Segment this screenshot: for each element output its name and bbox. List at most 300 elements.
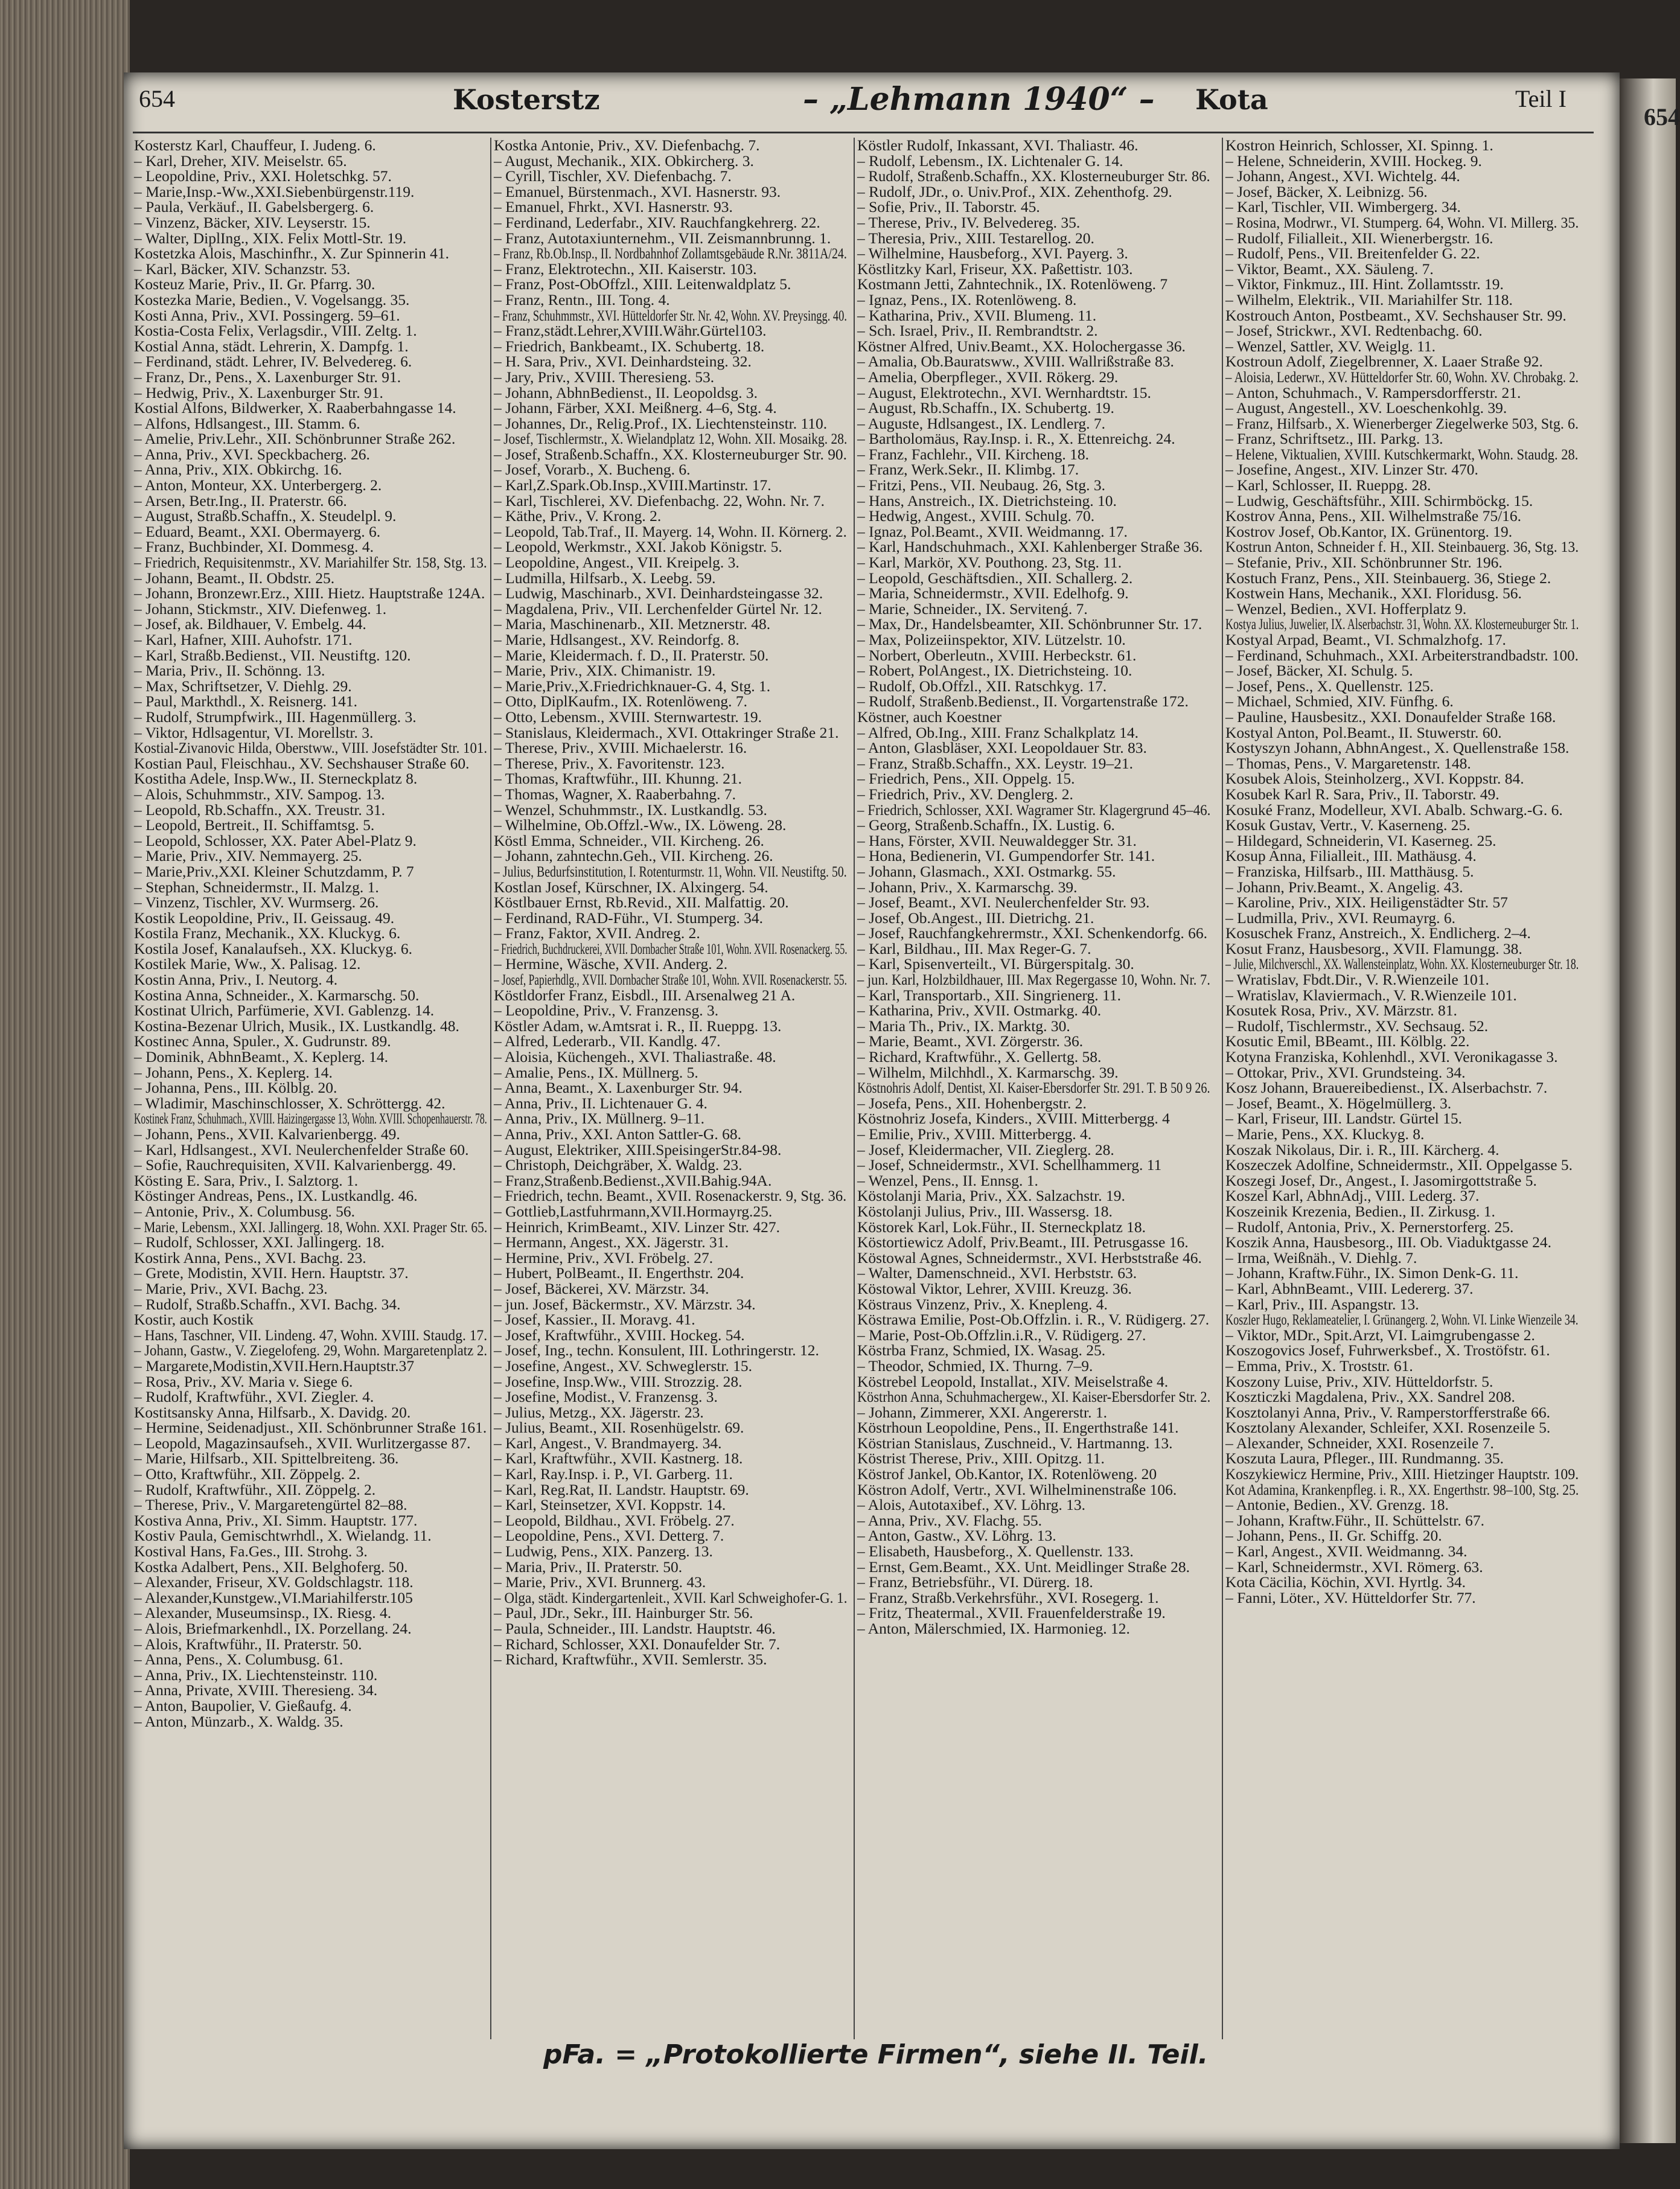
directory-entry: – Bartholomäus, Ray.Insp. i. R., X. Ettenreichg. 24. (857, 430, 1175, 448)
directory-entry: – Anna, Priv., XV. Flachg. 55. (857, 1511, 1042, 1529)
directory-entry: Köstler Rudolf, Inkassant, XVI. Thaliastr. 46. (857, 136, 1139, 154)
directory-entry: – Friedrich, techn. Beamt., XVII. Rosenackerstr. 9, Stg. 36. (494, 1187, 847, 1205)
directory-entry: – Hedwig, Priv., X. Laxenburger Str. 91. (134, 383, 383, 401)
directory-entry: – Eduard, Beamt., XXI. Obermayerg. 6. (134, 522, 381, 540)
directory-entry: – Wenzel, Bedien., XVI. Hofferplatz 9. (1225, 599, 1467, 618)
directory-entry: – Hona, Bedienerin, VI. Gumpendorfer Str. 141. (857, 847, 1155, 865)
directory-entry: – Richard, Kraftwführ., X. Gellertg. 58. (857, 1048, 1102, 1066)
directory-entry: Köstrhon Anna, Schuhmachergew., XI. Kaiser-Ebersdorfer Str. 2. (857, 1388, 1211, 1406)
directory-entry: – Wratislav, Fbdt.Dir., V. R.Wienzeile 101. (1225, 971, 1489, 989)
directory-entry: – Karl, Tischlerei, XV. Diefenbachg. 22, Wohn. Nr. 7. (494, 491, 825, 510)
directory-entry: Kosuk Gustav, Vertr., V. Kaserneng. 25. (1225, 816, 1471, 834)
directory-entry: – Karl, Angest., V. Brandmayerg. 34. (494, 1434, 722, 1452)
directory-entry: – Pauline, Hausbesitz., XXI. Donaufelder Straße 168. (1225, 708, 1556, 726)
directory-entry: – Franz, Dr., Pens., X. Laxenburger Str. 91. (134, 368, 401, 386)
directory-entry: – Anna, Beamt., X. Laxenburger Str. 94. (494, 1079, 743, 1097)
directory-entry: – Ludmilla, Hilfsarb., X. Leebg. 59. (494, 569, 716, 587)
header-rule (133, 132, 1594, 133)
directory-entry: – Friedrich, Pens., XII. Oppelg. 15. (857, 770, 1075, 788)
directory-entry: – Johann, zahntechn.Geh., VII. Kircheng. 26. (494, 847, 773, 865)
directory-entry: – Leopold, Geschäftsdien., XII. Schallerg. 2. (857, 569, 1133, 587)
column-divider (854, 138, 855, 2039)
directory-entry: – Hubert, PolBeamt., II. Engerthstr. 204. (494, 1264, 744, 1282)
directory-entry: – Karl, Tischler, VII. Wimbergerg. 34. (1225, 198, 1461, 216)
directory-entry: – Rudolf, JDr., o. Univ.Prof., XIX. Zehenthofg. 29. (857, 182, 1172, 200)
last-entry-word: Kota (1195, 83, 1268, 116)
directory-entry: – Thomas, Pens., V. Margaretenstr. 148. (1225, 754, 1471, 772)
directory-entry: – Emma, Priv., X. Troststr. 61. (1225, 1357, 1413, 1375)
directory-entry: Koszeczek Adolfine, Schneidermstr., XII. Oppelgasse 5. (1225, 1156, 1573, 1174)
directory-entry: – Therese, Priv., XVIII. Michaelerstr. 16. (494, 739, 747, 757)
directory-entry: – Therese, Priv., X. Favoritenstr. 123. (494, 754, 725, 772)
directory-entry: – Stanislaus, Kleidermach., XVI. Ottakringer Straße 21. (494, 723, 839, 741)
directory-entry: Kostka Adalbert, Pens., XII. Belghoferg. 50. (134, 1558, 408, 1576)
book-page-edges (0, 0, 130, 2189)
directory-entry: – Josef, Ob.Angest., III. Dietrichg. 21. (857, 909, 1094, 927)
directory-entry: – Johann, Zimmerer, XXI. Angererstr. 1. (857, 1403, 1107, 1421)
directory-entry: Kostiva Anna, Priv., XI. Simm. Hauptstr. 177. (134, 1511, 418, 1529)
directory-entry: – Wilhelm, Elektrik., VII. Mariahilfer Str. 118. (1225, 290, 1513, 308)
directory-entry: Koszticzki Magdalena, Priv., XX. Sandrel 208. (1225, 1388, 1515, 1406)
directory-entry: – Josef, Pens., X. Quellenstr. 125. (1225, 677, 1434, 695)
directory-entry: Kostezka Marie, Bedien., V. Vogelsangg. 35. (134, 290, 410, 308)
directory-entry: Kostina-Bezenar Ulrich, Musik., IX. Lustkandlg. 48. (134, 1017, 459, 1035)
directory-entry: Köstl Emma, Schneider., VII. Kircheng. 26. (494, 831, 764, 849)
directory-entry: Kosterstz Karl, Chauffeur, I. Judeng. 6. (134, 136, 376, 154)
directory-entry: – Leopoldine, Priv., XXI. Holetschkg. 57. (134, 167, 392, 185)
directory-entry: – Walter, DiplIng., XIX. Felix Mottl-Str. 19. (134, 229, 407, 247)
directory-entry: – Paula, Verkäuf., II. Gabelsbergerg. 6. (134, 198, 374, 216)
directory-entry: – Karl, Hdlsangest., XVI. Neulerchenfelder Straße 60. (134, 1140, 469, 1158)
directory-entry: Kostitsansky Anna, Hilfsarb., X. Davidg. 20. (134, 1403, 411, 1421)
directory-entry: – Hermine, Priv., XVI. Fröbelg. 27. (494, 1248, 714, 1267)
directory-entry: – Katharina, Priv., XVII. Ostmarkg. 40. (857, 1002, 1102, 1020)
directory-entry: – Josefine, Angest., XIV. Linzer Str. 470. (1225, 461, 1478, 479)
directory-entry: – Maria Th., Priv., IX. Marktg. 30. (857, 1017, 1070, 1035)
directory-entry: Kostron Heinrich, Schlosser, XI. Spinng. 1. (1225, 136, 1493, 154)
directory-entry: Koszykiewicz Hermine, Priv., XIII. Hietzinger Hauptstr. 109. (1225, 1465, 1579, 1483)
directory-entry: – Karl, Spisenverteilt., VI. Bürgerspitalg. 30. (857, 955, 1134, 973)
directory-entry: – Aloisia, Lederwr., XV. Hütteldorfer Str. 60, Wohn. XV. Chrobakg. 2. (1225, 368, 1579, 386)
directory-entry: – Alois, Schuhmmstr., XIV. Sampog. 13. (134, 785, 385, 803)
directory-entry: – Leopoldine, Priv., V. Franzensg. 3. (494, 1002, 719, 1020)
directory-entry: Köstrawa Emilie, Post-Ob.Offzlin. i. R., V. Rüdigerg. 27. (857, 1311, 1210, 1329)
directory-entry: – Emilie, Priv., XVIII. Mitterbergg. 4. (857, 1125, 1092, 1143)
directory-entry: – Hedwig, Angest., XVIII. Schulg. 70. (857, 507, 1095, 525)
directory-entry: Kostila Franz, Mechanik., XX. Kluckyg. 6. (134, 924, 401, 942)
directory-entry: Kostrov Josef, Ob.Kantor, IX. Grünentorg. 19. (1225, 522, 1513, 540)
publication-title: – „Lehmann 1940“ – (803, 81, 1155, 118)
directory-entry: – Rudolf, Straßb.Schaffn., XVI. Bachg. 34. (134, 1295, 401, 1313)
directory-entry: Köstldorfer Franz, Eisbdl., III. Arsenalweg 21 A. (494, 986, 796, 1004)
directory-entry: – Josefine, Insp.Ww., VIII. Strozzig. 28. (494, 1372, 743, 1390)
directory-entry: – Wratislav, Klaviermach., V. R.Wienzeile 101. (1225, 986, 1517, 1004)
directory-entry: – H. Sara, Priv., XVI. Deinhardsteing. 32. (494, 353, 752, 371)
part-label: Teil I (1515, 85, 1567, 112)
directory-entry: – Sofie, Priv., II. Taborstr. 45. (857, 198, 1040, 216)
directory-entry: – Karl, Reg.Rat, II. Landstr. Hauptstr. 69. (494, 1480, 749, 1498)
directory-entry: – Leopold, Bildhau., XVI. Fröbelg. 27. (494, 1511, 735, 1529)
directory-entry: – Alfred, Lederarb., VII. Kandlg. 47. (494, 1032, 721, 1050)
directory-entry: – Karl, Schneidermstr., XVI. Römerg. 63. (1225, 1558, 1483, 1576)
directory-entry: Kostila Josef, Kanalaufseh., XX. Kluckyg. 6. (134, 939, 413, 957)
directory-entry: – Josef, Bäcker, XI. Schulg. 5. (1225, 662, 1413, 680)
directory-entry: – Leopold, Werkmstr., XXI. Jakob Königstr. 5. (494, 538, 782, 556)
directory-entry: – Hermine, Seidenadjust., XII. Schönbrunner Straße 161. (134, 1419, 487, 1437)
directory-entry: Koszak Nikolaus, Dir. i. R., III. Kärcherg. 4. (1225, 1140, 1500, 1158)
directory-entry: – Thomas, Wagner, X. Raaberbahng. 7. (494, 785, 736, 803)
directory-entry: – Robert, PolAngest., IX. Dietrichsteing. 10. (857, 662, 1132, 680)
directory-entry: – Maria, Priv., II. Praterstr. 50. (494, 1558, 683, 1576)
directory-entry: – Marie, Kleidermach. f. D., II. Praterstr. 50. (494, 646, 769, 664)
directory-entry: – Friedrich, Bankbeamt., IX. Schubertg. 18. (494, 337, 765, 355)
directory-entry: – Dominik, AbhnBeamt., X. Keplerg. 14. (134, 1048, 388, 1066)
directory-entry: Kosutek Rosa, Priv., XV. Märzstr. 81. (1225, 1002, 1457, 1020)
directory-entry: – August, Rb.Schaffn., IX. Schubertg. 19. (857, 399, 1114, 417)
directory-entry: – Magdalena, Priv., VII. Lerchenfelder Gürtel Nr. 12. (494, 599, 822, 618)
directory-entry: Köstrhoun Leopoldine, Pens., II. Engerthstraße 141. (857, 1419, 1179, 1437)
directory-entry: – Anton, Schuhmach., V. Rampersdorfferstr. 21. (1225, 383, 1521, 401)
directory-entry: Köstrebel Leopold, Installat., XIV. Meiselstraße 4. (857, 1372, 1169, 1390)
directory-entry: Kotyna Franziska, Kohlenhdl., XVI. Veronikagasse 3. (1225, 1048, 1558, 1066)
directory-entry: – Therese, Priv., IV. Belvedereg. 35. (857, 213, 1081, 231)
directory-entry: Kostka Antonie, Priv., XV. Diefenbachg. 7. (494, 136, 760, 154)
directory-entry: – Karl, Straßb.Bedienst., VII. Neustiftg. 120. (134, 646, 411, 664)
directory-entry: – Wenzel, Schuhmmstr., IX. Lustkandlg. 53. (494, 801, 767, 819)
directory-entry: – Karl, Priv., III. Aspangstr. 13. (1225, 1295, 1419, 1313)
directory-entry: – Karl, Ray.Insp. i. P., VI. Garberg. 11. (494, 1465, 733, 1483)
directory-entry: – Josef, Ing., techn. Konsulent, III. Lothringerstr. 12. (494, 1341, 819, 1360)
directory-entry: Kostin Anna, Priv., I. Neutorg. 4. (134, 971, 338, 989)
directory-entry: Kostlan Josef, Kürschner, IX. Alxingerg. 54. (494, 878, 768, 896)
directory-entry: – Amelie, Priv.Lehr., XII. Schönbrunner Straße 262. (134, 430, 456, 448)
directory-entry: – Marie, Hdlsangest., XV. Reindorfg. 8. (494, 631, 739, 648)
directory-entry: – Marie, Priv., XIV. Nemmayerg. 25. (134, 847, 362, 865)
directory-entry: – Josef, Kassier., II. Moravg. 41. (494, 1311, 695, 1329)
directory-entry: – Helene, Viktualien, XVIII. Kutschkermarkt, Wohn. Staudg. 28. (1225, 445, 1579, 463)
directory-entry: – Karl, Schlosser, II. Rueppg. 28. (1225, 476, 1431, 494)
directory-entry: Kostir, auch Kostik (134, 1311, 254, 1329)
directory-entry: – Hermann, Angest., XX. Jägerstr. 31. (494, 1233, 729, 1251)
directory-entry: – Johann, Kraftw.Führ., II. Schüttelstr. 67. (1225, 1511, 1484, 1529)
directory-entry: – Anna, Priv., II. Lichtenauer G. 4. (494, 1094, 707, 1112)
next-page-number: 654 (1644, 103, 1680, 130)
directory-entry: – Rudolf, Tischlermstr., XV. Sechsaug. 52. (1225, 1017, 1489, 1035)
directory-entry: – Friedrich, Priv., XV. Denglerg. 2. (857, 785, 1073, 803)
directory-entry: Kostial Anna, städt. Lehrerin, X. Dampfg. 1. (134, 337, 409, 355)
directory-entry: Kosut Franz, Hausbesorg., XVII. Flamungg. 38. (1225, 939, 1522, 957)
directory-entry: – Karl, Handschuhmach., XXI. Kahlenberger Straße 36. (857, 538, 1203, 556)
directory-entry: – Johann, Glasmach., XXI. Ostmarkg. 55. (857, 862, 1116, 880)
directory-entry: – Amelia, Oberpfleger., XVII. Rökerg. 29. (857, 368, 1119, 386)
directory-entry: Kostetzka Alois, Maschinfhr., X. Zur Spinnerin 41. (134, 244, 449, 263)
directory-entry: Köstrist Therese, Priv., XIII. Opitzg. 11. (857, 1449, 1105, 1468)
directory-entry: – Josef, ak. Bildhauer, V. Embelg. 44. (134, 615, 366, 633)
directory-entry: Kosuschek Franz, Anstreich., X. Endlicherg. 2–4. (1225, 924, 1531, 942)
directory-entry: Kota Cäcilia, Köchin, XVI. Hyrtlg. 34. (1225, 1573, 1466, 1591)
directory-entry: – Alfred, Ob.Ing., XIII. Franz Schalkplatz 14. (857, 723, 1139, 741)
directory-entry: – Josefa, Pens., XII. Hohenbergstr. 2. (857, 1094, 1087, 1112)
directory-entry: – Franz,städt.Lehrer,XVIII.Währ.Gürtel103. (494, 322, 767, 340)
directory-entry: – Walter, Damenschneid., XVI. Herbststr. 63. (857, 1264, 1137, 1282)
directory-entry: – Leopoldine, Angest., VII. Kreipelg. 3. (494, 554, 739, 572)
directory-entry: Kosutic Emil, BBeamt., III. Kölblg. 22. (1225, 1032, 1470, 1050)
directory-entry: – Grete, Modistin, XVII. Hern. Hauptstr. 37. (134, 1264, 409, 1282)
directory-entry: – Ludwig, Pens., XIX. Panzerg. 13. (494, 1542, 713, 1561)
directory-entry: – Josef, Kleidermacher, VII. Zieglerg. 28. (857, 1140, 1114, 1158)
directory-column-1 (134, 138, 487, 1949)
directory-entry: – Ludwig, Maschinarb., XVI. Deinhardsteingasse 32. (494, 584, 823, 602)
directory-entry: – Ernst, Gem.Beamt., XX. Unt. Meidlinger Straße 28. (857, 1558, 1190, 1576)
directory-entry: – Karl, Angest., XVII. Weidmanng. 34. (1225, 1542, 1468, 1561)
directory-column-2 (494, 138, 847, 1949)
directory-entry: – Julius, Bedurfsinstitution, I. Rotenturmstr. 11, Wohn. VII. Neustiftg. 50. (494, 862, 847, 880)
directory-entry: – Rudolf, Ob.Offzl., XII. Ratschkyg. 17. (857, 677, 1107, 695)
directory-entry: – Georg, Straßenb.Schaffn., IX. Lustig. 6. (857, 816, 1115, 834)
directory-entry: – Josef, Strickwr., XVI. Redtenbachg. 60. (1225, 322, 1483, 340)
directory-entry: Köstinger Andreas, Pens., IX. Lustkandlg. 46. (134, 1187, 418, 1205)
directory-entry: – Ferdinand, städt. Lehrer, IV. Belvedereg. 6. (134, 353, 412, 371)
directory-entry: – Anna, Priv., IX. Müllnerg. 9–11. (494, 1110, 704, 1128)
directory-entry: – Rosa, Priv., XV. Maria v. Siege 6. (134, 1372, 353, 1390)
directory-entry: Köstowal Agnes, Schneidermstr., XVI. Herbststraße 46. (857, 1248, 1202, 1267)
directory-entry: – Rudolf, Straßenb.Schaffn., XX. Klosterneuburger Str. 86. (857, 167, 1210, 185)
directory-entry: Kostuch Franz, Pens., XII. Steinbauerg. 36, Stiege 2. (1225, 569, 1551, 587)
directory-entry: – Fanni, Löter., XV. Hütteldorfer Str. 77. (1225, 1588, 1476, 1606)
directory-entry: – Hildegard, Schneiderin, VI. Kaserneg. 25. (1225, 831, 1496, 849)
directory-entry: – Arsen, Betr.Ing., II. Praterstr. 66. (134, 491, 347, 510)
directory-entry: – Julie, Milchverschl., XX. Wallensteinplatz, Wohn. XX. Klosterneuburger Str. 18. (1225, 955, 1579, 973)
directory-entry: – Rudolf, Filialleit., XII. Wienerbergstr. 16. (1225, 229, 1493, 247)
directory-entry: – Vinzenz, Tischler, XV. Wurmserg. 26. (134, 893, 379, 912)
directory-entry: – Amalie, Pens., IX. Müllnerg. 5. (494, 1063, 698, 1081)
directory-entry: – Wenzel, Sattler, XV. Weiglg. 11. (1225, 337, 1436, 355)
directory-entry: – Karl, Bäcker, XIV. Schanzstr. 53. (134, 260, 351, 278)
directory-entry: – Paul, JDr., Sekr., III. Hainburger Str. 56. (494, 1604, 753, 1622)
directory-entry: – Franz, Schriftsetz., III. Parkg. 13. (1225, 430, 1443, 448)
directory-entry: – Anton, Monteur, XX. Unterbergerg. 2. (134, 476, 382, 494)
directory-entry: Kostirk Anna, Pens., XVI. Bachg. 23. (134, 1248, 366, 1267)
directory-entry: – Franz, Autotaxiunternehm., VII. Zeismannbrunng. 1. (494, 229, 831, 247)
directory-entry: Kosti Anna, Priv., XVI. Possingerg. 59–61. (134, 306, 400, 324)
directory-entry: Köstolanji Julius, Priv., III. Wassersg. 18. (857, 1202, 1113, 1220)
directory-entry: – Marie, Schneider., IX. Servitenǵ. 7. (857, 599, 1088, 618)
directory-entry: – August, Elektriker, XIII.SpeisingerStr.84-98. (494, 1140, 782, 1158)
directory-entry: – Viktor, MDr., Spit.Arzt, VI. Laimgrubengasse 2. (1225, 1326, 1535, 1344)
directory-entry: – Helene, Schneiderin, XVIII. Hockeg. 9. (1225, 152, 1482, 170)
directory-entry: Kostrouch Anton, Postbeamt., XV. Sechshauser Str. 99. (1225, 306, 1567, 324)
directory-entry: – Marie, Priv., XVI. Brunnerg. 43. (494, 1573, 706, 1591)
directory-entry: – Wilhelmine, Hausbeforg., XVI. Payerg. 3. (857, 244, 1128, 263)
directory-entry: Köstorek Karl, Lok.Führ., II. Sterneckplatz 18. (857, 1218, 1146, 1236)
directory-entry: Köstlbauer Ernst, Rb.Revid., XII. Malfattig. 20. (494, 893, 789, 912)
directory-entry: – Anton, Baupolier, V. Gießaufg. 4. (134, 1696, 352, 1714)
directory-entry: – Katharina, Priv., XVII. Blumeng. 11. (857, 306, 1097, 324)
directory-entry: – Marie, Hilfsarb., XII. Spittelbreiteng. 36. (134, 1449, 399, 1468)
directory-entry: Koszuta Laura, Pfleger., III. Rundmanng. 35. (1225, 1449, 1504, 1468)
directory-entry: – Anna, Priv., XVI. Speckbacherg. 26. (134, 445, 370, 463)
directory-entry: – Alfons, Hdlsangest., III. Stamm. 6. (134, 414, 360, 432)
directory-entry: Köstrba Franz, Schmied, IX. Wasag. 25. (857, 1341, 1106, 1360)
directory-entry: Kostia-Costa Felix, Verlagsdir., VIII. Zeltg. 1. (134, 322, 417, 340)
directory-entry: – jun. Karl, Holzbildhauer, III. Max Regergasse 10, Wohn. Nr. 7. (857, 971, 1210, 989)
directory-entry: – Ferdinand, Lederfabr., XIV. Rauchfangkehrerg. 22. (494, 213, 820, 231)
directory-entry: – Maria, Maschinenarb., XII. Metznerstr. 48. (494, 615, 771, 633)
directory-entry: – Paula, Schneider., III. Landstr. Hauptstr. 46. (494, 1620, 776, 1637)
directory-entry: – Julius, Metzg., XX. Jägerstr. 23. (494, 1403, 704, 1421)
directory-entry: Koszik Anna, Hausbesorg., III. Ob. Viaduktgasse 24. (1225, 1233, 1552, 1251)
directory-entry: Köstrof Jankel, Ob.Kantor, IX. Rotenlöweng. 20 (857, 1465, 1157, 1483)
directory-entry: – Marie,Insp.-Ww.,XXI.Siebenbürgenstr.119. (134, 182, 415, 200)
directory-entry: – Sch. Israel, Priv., II. Rembrandtstr. 2. (857, 322, 1098, 340)
directory-entry: Köstnohriz Josefa, Kinders., XVIII. Mitterbergg. 4 (857, 1110, 1170, 1128)
directory-entry: – Auguste, Hdlsangest., IX. Lendlerg. 7. (857, 414, 1106, 432)
directory-entry: – Vinzenz, Bäcker, XIV. Leyserstr. 15. (134, 213, 371, 231)
directory-entry: Kostrun Anton, Schneider f. H., XII. Steinbauerg. 36, Stg. 13. (1225, 538, 1579, 556)
directory-entry: – Maria, Schneidermstr., XVII. Edelhofg. 9. (857, 584, 1129, 602)
directory-entry: – Käthe, Priv., V. Krong. 2. (494, 507, 662, 525)
directory-entry: – Richard, Kraftwführ., XVII. Semlerstr. 35. (494, 1651, 767, 1669)
directory-entry: – Sofie, Rauchrequisiten, XVII. Kalvarienbergg. 49. (134, 1156, 456, 1174)
directory-entry: – Anton, Glasbläser, XXI. Leopoldauer Str. 83. (857, 739, 1147, 757)
directory-entry: Köstler Adam, w.Amtsrat i. R., II. Rueppg. 13. (494, 1017, 782, 1035)
directory-entry: Koszogovics Josef, Fuhrwerksbef., X. Trostöfstr. 61. (1225, 1341, 1550, 1360)
directory-entry: – Alois, Kraftwführ., II. Praterstr. 50. (134, 1635, 362, 1653)
directory-entry: – Gottlieb,Lastfuhrmann,XVII.Hormayrg.25. (494, 1202, 773, 1220)
directory-entry: – Franz,Straßenb.Bedienst.,XVII.Bahig.94A. (494, 1171, 772, 1189)
directory-entry: – Wenzel, Pens., II. Ennsg. 1. (857, 1171, 1038, 1189)
directory-entry: – Franz, Straßb.Schaffn., XX. Leystr. 19–21. (857, 754, 1134, 772)
directory-entry: – Johann, Färber, XXI. Meißnerg. 4–6, Stg. 4. (494, 399, 777, 417)
directory-entry: Kostian Paul, Fleischhau., XV. Sechshauser Straße 60. (134, 754, 470, 772)
directory-entry: – Franz, Straßb.Verkehrsführ., XVI. Rosegerg. 1. (857, 1588, 1159, 1606)
directory-entry: – Franz, Buchbinder, XI. Dommesg. 4. (134, 538, 374, 556)
directory-entry: – Karl, Transportarb., XII. Singrienerg. 11. (857, 986, 1121, 1004)
directory-entry: – Johann, Gastw., V. Ziegelofeng. 29, Wohn. Margaretenplatz 2. (134, 1341, 488, 1360)
directory-entry: – Julius, Beamt., XII. Rosenhügelstr. 69. (494, 1419, 744, 1437)
directory-entry: – Leopold, Magazinsaufseh., XVII. Wurlitzergasse 87. (134, 1434, 471, 1452)
directory-entry: – Johann, Stickmstr., XIV. Diefenweg. 1. (134, 599, 387, 618)
directory-entry: – Paul, Markthdl., X. Reisnerg. 141. (134, 692, 357, 711)
directory-entry: Kostilek Marie, Ww., X. Palisag. 12. (134, 955, 361, 973)
directory-entry: Kostiv Paula, Gemischtwrhdl., X. Wielandg. 11. (134, 1527, 432, 1545)
directory-entry: – Franz, Rentn., III. Tong. 4. (494, 290, 670, 308)
directory-entry: – Johannes, Dr., Relig.Prof., IX. Liechtensteinstr. 110. (494, 414, 828, 432)
directory-entry: – Johann, Angest., XVI. Wichtelg. 44. (1225, 167, 1460, 185)
directory-entry: – Friedrich, Schlosser, XXI. Wagramer Str. Klagergrund 45–46. (857, 801, 1211, 819)
directory-entry: – Josef, Vorarb., X. Bucheng. 6. (494, 461, 691, 479)
page-header (133, 81, 1606, 121)
directory-entry: Kostinec Anna, Spuler., X. Gudrunstr. 89. (134, 1032, 391, 1050)
directory-entry: Köstner, auch Koestner (857, 708, 1002, 726)
directory-entry: – Johann, Priv., X. Karmarschg. 39. (857, 878, 1078, 896)
directory-entry: – Viktor, Hdlsagentur, VI. Morellstr. 3. (134, 723, 374, 741)
directory-entry: – Josef, Straßenb.Schaffn., XX. Klosterneuburger Str. 90. (494, 445, 848, 463)
directory-entry: – Cyrill, Tischler, XV. Diefenbachg. 7. (494, 167, 732, 185)
directory-entry: – Karl, Steinsetzer, XVI. Koppstr. 14. (494, 1496, 726, 1514)
directory-entry: – Anton, Mälerschmied, IX. Harmonieg. 12. (857, 1620, 1130, 1637)
directory-entry: – Josef, Beamt., XVI. Neulerchenfelder Str. 93. (857, 893, 1150, 912)
next-page-edge (1620, 78, 1680, 2143)
directory-entry: – Karl, Hafner, XIII. Auhofstr. 171. (134, 631, 353, 648)
directory-entry: – Josef, Schneidermstr., XVI. Schellhammerg. 11 (857, 1156, 1162, 1174)
directory-entry: – Otto, Lebensm., XVIII. Sternwartestr. 19. (494, 708, 762, 726)
directory-entry: – Johann, Pens., XVII. Kalvarienbergg. 49. (134, 1125, 400, 1143)
directory-entry: – Anton, Münzarb., X. Waldg. 35. (134, 1712, 343, 1730)
directory-entry: – Alexander,Kunstgew.,VI.Mariahilferstr.105 (134, 1588, 413, 1606)
directory-entry: – Maria, Priv., II. Schönng. 13. (134, 662, 325, 680)
directory-entry: Kostial-Zivanovic Hilda, Oberstww., VIII. Josefstädter Str. 101. (134, 739, 488, 757)
directory-entry: Koszegi Josef, Dr., Angest., I. Jasomirgottstraße 5. (1225, 1171, 1537, 1189)
directory-entry: Kosztolanyi Anna, Priv., V. Ramperstorfferstraße 66. (1225, 1403, 1551, 1421)
directory-entry: – Max, Dr., Handelsbeamter, XII. Schönbrunner Str. 17. (857, 615, 1203, 633)
directory-entry: – Johann, Kraftw.Führ., IX. Simon Denk-G. 11. (1225, 1264, 1519, 1282)
directory-entry: – August, Elektrotechn., XVI. Wernhardtstr. 15. (857, 383, 1151, 401)
directory-entry: Köstner Alfred, Univ.Beamt., XX. Holochergasse 36. (857, 337, 1186, 355)
directory-entry: – Marie, Priv., XVI. Bachg. 23. (134, 1279, 328, 1297)
directory-entry: – Elisabeth, Hausbeforg., X. Quellenstr. 133. (857, 1542, 1134, 1561)
directory-entry: – Amalia, Ob.Bauratsww., XVIII. Wallrißstraße 83. (857, 353, 1174, 371)
directory-entry: – August, Angestell., XV. Loeschenkohlg. 39. (1225, 399, 1507, 417)
directory-entry: – Rudolf, Antonia, Priv., X. Pernerstorferg. 25. (1225, 1218, 1514, 1236)
directory-entry: – Josefine, Modist., V. Franzensg. 3. (494, 1388, 718, 1406)
directory-entry: – Otto, Kraftwführ., XII. Zöppelg. 2. (134, 1465, 360, 1483)
directory-entry: – Karl, Kraftwführ., XVII. Kastnerg. 18. (494, 1449, 743, 1468)
directory-entry: – Anna, Priv., XXI. Anton Sattler-G. 68. (494, 1125, 742, 1143)
directory-entry: – Emanuel, Fhrkt., XVI. Hasnerstr. 93. (494, 198, 733, 216)
directory-entry: – Marie,Priv.,X.Friedrichknauer-G. 4, Stg. 1. (494, 677, 771, 695)
directory-entry: – Hans, Förster, XVII. Neuwaldegger Str. 31. (857, 831, 1137, 849)
directory-entry: Köstlitzky Karl, Friseur, XX. Paßettistr. 103. (857, 260, 1133, 278)
directory-entry: – Karl, Dreher, XIV. Meiselstr. 65. (134, 152, 347, 170)
directory-entry: – Ottokar, Priv., XVI. Grundsteing. 34. (1225, 1063, 1466, 1081)
directory-column-3 (857, 138, 1210, 1949)
directory-entry: – Friedrich, Requisitenmstr., XV. Mariahilfer Str. 158, Stg. 13. (134, 554, 487, 572)
directory-entry: – Josef, Kraftwführ., XVIII. Hockeg. 54. (494, 1326, 745, 1344)
directory-entry: – Thomas, Kraftwführ., III. Khunng. 21. (494, 770, 743, 788)
directory-entry: – Alexander, Friseur, XV. Goldschlagstr. 118. (134, 1573, 414, 1591)
directory-entry: – Christoph, Deichgräber, X. Waldg. 23. (494, 1156, 743, 1174)
directory-entry: – Josefine, Angest., XV. Schweglerstr. 15. (494, 1357, 753, 1375)
directory-entry: – Wilhelmine, Ob.Offzl.-Ww., IX. Löweng. 28. (494, 816, 787, 834)
directory-entry: Kostroun Adolf, Ziegelbrenner, X. Laaer Straße 92. (1225, 353, 1543, 371)
directory-entry: – Johann, Beamt., II. Obdstr. 25. (134, 569, 335, 587)
directory-entry: – Alois, Autotaxibef., XV. Löhrg. 13. (857, 1496, 1086, 1514)
directory-entry: – Anna, Priv., XIX. Obkirchg. 16. (134, 461, 342, 479)
directory-entry: – Karl, AbhnBeamt., VIII. Ledererg. 37. (1225, 1279, 1474, 1297)
directory-entry: – Rudolf, Straßenb.Bedienst., II. Vorgartenstraße 172. (857, 692, 1189, 711)
directory-entry: Köstowal Viktor, Lehrer, XVIII. Kreuzg. 36. (857, 1279, 1132, 1297)
directory-entry: – Alexander, Museumsinsp., IX. Riesg. 4. (134, 1604, 392, 1622)
directory-entry: – Hermine, Wäsche, XVII. Anderg. 2. (494, 955, 728, 973)
directory-entry: Kot Adamina, Krankenpfleg. i. R., XX. Engerthstr. 98–100, Stg. 25. (1225, 1480, 1579, 1498)
directory-entry: – Friedrich, Buchdruckerei, XVII. Dornbacher Straße 101, Wohn. XVII. Rosenackerg. 55. (494, 939, 848, 957)
directory-entry: – August, Mechanik., XIX. Obkircherg. 3. (494, 152, 754, 170)
directory-entry: – Franz, Elektrotechn., XII. Kaiserstr. 103. (494, 260, 757, 278)
directory-entry: – Anton, Gastw., XV. Löhrg. 13. (857, 1527, 1056, 1545)
directory-entry: Kostmann Jetti, Zahntechnik., IX. Rotenlöweng. 7 (857, 275, 1168, 293)
directory-entry: – Marie,Priv.,XXI. Kleiner Schutzdamm, P. 7 (134, 862, 414, 880)
directory-entry: – Antonie, Bedien., XV. Grenzg. 18. (1225, 1496, 1449, 1514)
directory-entry: Kosuké Franz, Modelleur, XVI. Abalb. Schwarg.-G. 6. (1225, 801, 1563, 819)
directory-entry: – Anna, Priv., IX. Liechtensteinstr. 110. (134, 1666, 378, 1684)
directory-entry: – Josef, Tischlermstr., X. Wielandplatz 12, Wohn. XII. Mosaikg. 28. (494, 430, 848, 448)
directory-entry: Kosteuz Marie, Priv., II. Gr. Pfarrg. 30. (134, 275, 375, 293)
directory-entry: – Fritzi, Pens., VII. Neubaug. 26, Stg. 3. (857, 476, 1106, 494)
directory-entry: – Olga, städt. Kindergartenleit., XVII. Karl Schweighofer-G. 1. (494, 1588, 848, 1606)
footer-note: pFa. = „Protokollierte Firmen“, siehe II. Teil. (543, 2039, 1209, 2070)
directory-entry: – Michael, Schmied, XIV. Fünfhg. 6. (1225, 692, 1454, 711)
